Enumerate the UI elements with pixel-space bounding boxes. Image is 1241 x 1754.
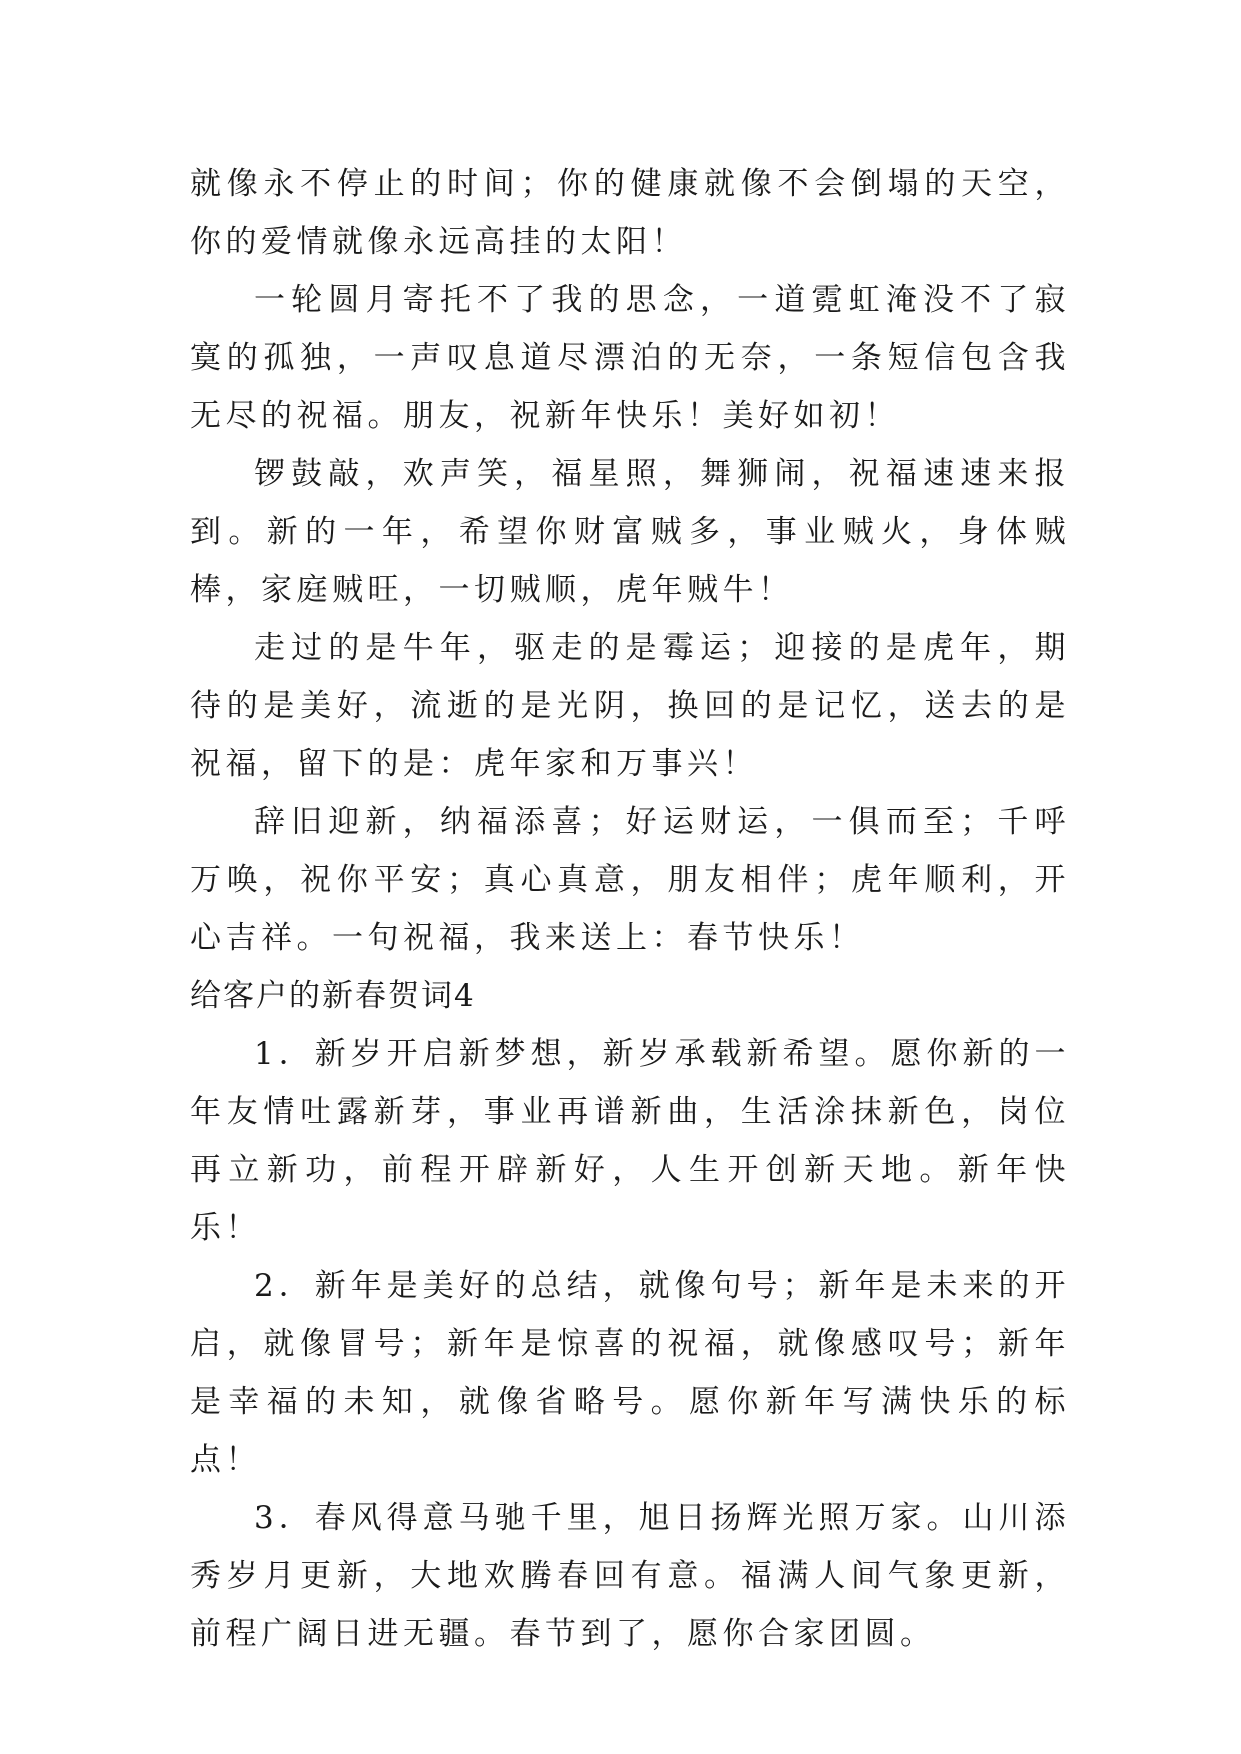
paragraph-continuation: 就像永不停止的时间；你的健康就像不会倒塌的天空，你的爱情就像永远高挂的太阳！ [190,166,1070,260]
paragraph-blessing-moon: 一轮圆月寄托不了我的思念，一道霓虹淹没不了寂寞的孤独，一声叹息道尽漂泊的无奈，一条短信包含我无尽的祝福。朋友，祝新年快乐！美好如初！ [190,282,1070,434]
document-body [190,155,1070,1663]
paragraph-blessing-ox-tiger: 走过的是牛年，驱走的是霉运；迎接的是虎年，期待的是美好，流逝的是光阴，换回的是记忆，送去的是祝福，留下的是：虎年家和万事兴！ [190,630,1070,782]
list-item-3: 3．春风得意马驰千里，旭日扬辉光照万家。山川添秀岁月更新，大地欢腾春回有意。福满人间气象更新，前程广阔日进无疆。春节到了，愿你合家团圆。 [190,1500,1070,1652]
list-item-1: 1．新岁开启新梦想，新岁承载新希望。愿你新的一年友情吐露新芽，事业再谱新曲，生活涂抹新色，岗位再立新功，前程开辟新好，人生开创新天地。新年快乐！ [190,1036,1070,1246]
section-heading: 给客户的新春贺词4 [190,978,476,1014]
paragraph-blessing-drums: 锣鼓敲，欢声笑，福星照，舞狮闹，祝福速速来报到。新的一年，希望你财富贼多，事业贼火，身体贼棒，家庭贼旺，一切贼顺，虎年贼牛！ [190,456,1070,608]
list-item-2: 2．新年是美好的总结，就像句号；新年是未来的开启，就像冒号；新年是惊喜的祝福，就像感叹号；新年是幸福的未知，就像省略号。愿你新年写满快乐的标点！ [190,1268,1070,1478]
paragraph-blessing-new-year: 辞旧迎新，纳福添喜；好运财运，一俱而至；千呼万唤，祝你平安；真心真意，朋友相伴；虎年顺利，开心吉祥。一句祝福，我来送上：春节快乐！ [190,804,1070,956]
